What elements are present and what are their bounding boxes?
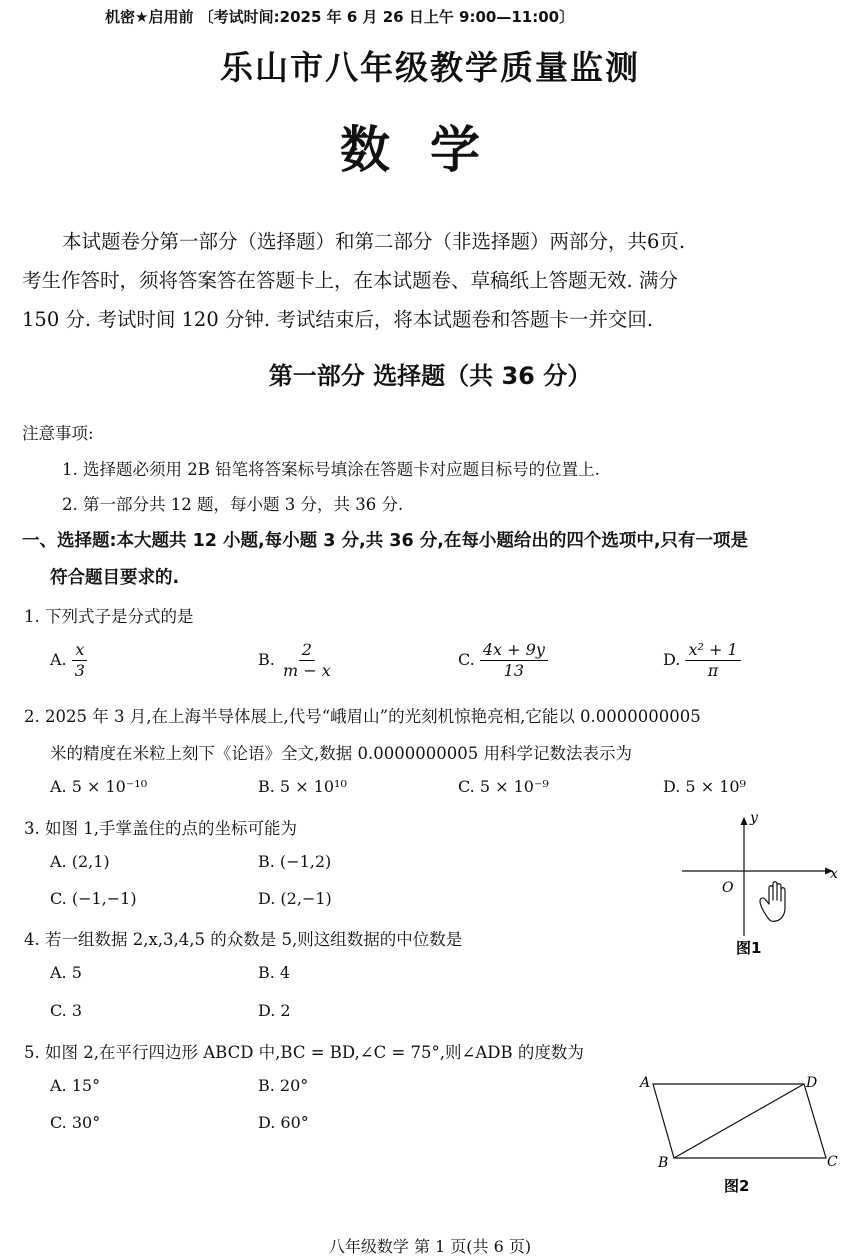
question-4-option-b: B. 4: [258, 963, 291, 982]
question-3-stem: 3. 如图 1,手掌盖住的点的坐标可能为: [24, 819, 297, 838]
question-2-option-d: D. 5 × 10⁹: [663, 777, 746, 796]
question-5-option-d: D. 60°: [258, 1113, 309, 1132]
question-5-option-c: C. 30°: [50, 1113, 101, 1132]
question-1-option-b: B. $\frac{2}{m - x}$: [258, 640, 331, 680]
intro-line-1: 本试题卷分第一部分（选择题）和第二部分（非选择题）两部分，共6页.: [62, 230, 686, 253]
figure-1-coordinate-plane: [680, 808, 840, 960]
figure-2-svg: [636, 1070, 844, 1196]
question-1-option-a: A. $\frac{x}{3}$: [50, 640, 88, 681]
question-2-option-b: B. 5 × 10¹⁰: [258, 777, 347, 796]
question-2-stem-line-1: 2. 2025 年 3 月,在上海半导体展上,代号“峨眉山”的光刻机惊艳亮相,它能以 0.0000000005: [24, 707, 701, 726]
question-1-option-d: D. $\frac{\text{x² + 1}}{\pi}$: [663, 640, 741, 681]
question-4-option-c: C. 3: [50, 1001, 83, 1020]
subject-title: 数学: [340, 121, 520, 179]
figure-2-caption: 图2: [724, 1177, 750, 1195]
question-5-option-b: B. 20°: [258, 1076, 309, 1095]
intro-line-3: 150 分. 考试时间 120 分钟. 考试结束后，将本试题卷和答题卡一并交回.: [22, 308, 654, 331]
exam-time-notice: 机密★启用前 〔考试时间:2025 年 6 月 26 日上午 9:00—11:00〕: [105, 8, 575, 26]
figure-2-parallelogram: [636, 1070, 844, 1196]
x-axis-label: x: [830, 866, 838, 882]
y-axis-label: y: [750, 810, 758, 826]
question-3-option-d: D. (2,−1): [258, 889, 332, 908]
question-2-stem-line-2: 米的精度在米粒上刻下《论语》全文,数据 0.0000000005 用科学记数法表示为: [50, 744, 632, 763]
question-3-option-c: C. (−1,−1): [50, 889, 137, 908]
diagonal-bd: [674, 1084, 804, 1158]
hand-icon: [760, 882, 785, 922]
vertex-d-label: D: [806, 1075, 818, 1091]
vertex-b-label: B: [658, 1155, 669, 1171]
page-footer: 八年级数学 第 1 页(共 6 页): [328, 1237, 532, 1256]
figure-1-svg: [680, 808, 840, 960]
notice-label: 注意事项:: [22, 424, 94, 443]
question-4-option-d: D. 2: [258, 1001, 291, 1020]
part-one-title: 第一部分 选择题（共 36 分）: [268, 362, 592, 390]
section-heading-line-2: 符合题目要求的.: [50, 568, 180, 588]
question-4-stem: 4. 若一组数据 2,x,3,4,5 的众数是 5,则这组数据的中位数是: [24, 930, 463, 949]
vertex-a-label: A: [640, 1075, 651, 1091]
question-4-option-a: A. 5: [50, 963, 82, 982]
question-3-option-a: A. (2,1): [50, 852, 110, 871]
question-5-stem: 5. 如图 2,在平行四边形 ABCD 中,BC = BD,∠C = 75°,则∠ADB 的度数为: [24, 1043, 584, 1062]
question-5-option-a: A. 15°: [50, 1076, 101, 1095]
question-2-option-a: A. 5 × 10⁻¹⁰: [50, 777, 148, 796]
notice-item-1: 1. 选择题必须用 2B 铅笔将答案标号填涂在答题卡对应题目标号的位置上.: [62, 460, 600, 479]
question-1-stem: 1. 下列式子是分式的是: [24, 607, 194, 626]
exam-title: 乐山市八年级教学质量监测: [220, 48, 640, 87]
section-heading-line-1: 一、选择题:本大题共 12 小题,每小题 3 分,共 36 分,在每小题给出的四个选项中,只有一项是: [22, 531, 749, 551]
question-1-option-c: C. $\frac{4x + 9y}{13}$: [458, 640, 548, 681]
vertex-c-label: C: [827, 1154, 838, 1170]
question-2-option-c: C. 5 × 10⁻⁹: [458, 777, 549, 796]
figure-1-caption: 图1: [736, 939, 762, 957]
question-3-option-b: B. (−1,2): [258, 852, 332, 871]
intro-line-2: 考生作答时，须将答案答在答题卡上，在本试题卷、草稿纸上答题无效. 满分: [22, 269, 678, 292]
origin-label: O: [722, 880, 734, 896]
notice-item-2: 2. 第一部分共 12 题，每小题 3 分，共 36 分.: [62, 495, 404, 514]
